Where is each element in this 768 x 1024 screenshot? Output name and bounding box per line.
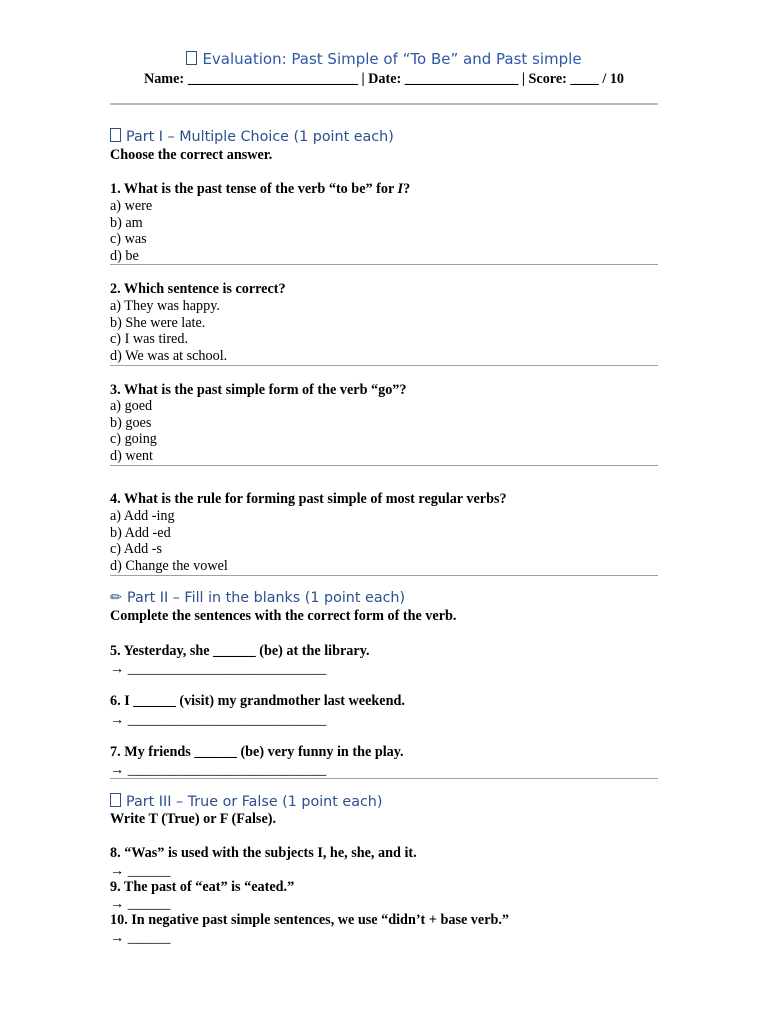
part2-divider — [110, 778, 658, 779]
document-title: Evaluation: Past Simple of “To Be” and Past simple — [110, 50, 658, 68]
q3-option-a: a) goed — [110, 398, 153, 414]
question-7: 7. My friends ______ (be) very funny in the play. — [110, 743, 404, 760]
pencil-icon: ✏ — [110, 590, 122, 606]
q3-divider — [110, 465, 658, 466]
question-9: 9. The past of “eat” is “eated.” — [110, 878, 295, 895]
q5-answer-line: → ____________________________ — [110, 661, 327, 677]
q6-answer-line: → ____________________________ — [110, 711, 327, 728]
q10-answer-line: → ______ — [110, 930, 171, 946]
header-divider — [110, 103, 658, 105]
q8-answer-line: → ______ — [110, 862, 171, 879]
question-2: 2. Which sentence is correct? — [110, 281, 286, 297]
part2-instruction: Complete the sentences with the correct form of the verb. — [110, 608, 457, 624]
q4-option-d: d) Change the vowel — [110, 558, 228, 574]
q2-option-d: d) We was at school. — [110, 347, 228, 364]
q2-option-a: a) They was happy. — [110, 298, 220, 314]
part3-heading: Part III – True or False (1 point each) — [110, 793, 382, 810]
q3-option-c: c) going — [110, 431, 157, 447]
q3-option-d: d) went — [110, 448, 153, 464]
part2-heading: ✏ Part II – Fill in the blanks (1 point each) — [110, 590, 406, 606]
q4-divider — [110, 575, 658, 576]
question-8: 8. “Was” is used with the subjects I, he, she, and it. — [110, 845, 417, 861]
missing-glyph-icon — [110, 128, 121, 142]
q4-option-b: b) Add -ed — [110, 524, 171, 541]
q1-option-d: d) be — [110, 247, 139, 264]
part3-instruction: Write T (True) or F (False). — [110, 811, 277, 827]
missing-glyph-icon — [186, 51, 197, 65]
missing-glyph-icon — [110, 793, 121, 807]
q2-divider — [110, 365, 658, 366]
part1-instruction: Choose the correct answer. — [110, 147, 273, 163]
q1-option-b: b) am — [110, 214, 143, 231]
q4-option-a: a) Add -ing — [110, 508, 175, 524]
q1-divider — [110, 264, 658, 265]
question-4: 4. What is the rule for forming past simple of most regular verbs? — [110, 491, 507, 507]
question-5: 5. Yesterday, she ______ (be) at the library. — [110, 642, 370, 659]
q7-answer-line: → ____________________________ — [110, 762, 327, 778]
question-10: 10. In negative past simple sentences, we use “didn’t + base verb.” — [110, 912, 510, 928]
q2-option-b: b) She were late. — [110, 314, 206, 331]
q2-option-c: c) I was tired. — [110, 331, 188, 347]
question-3: 3. What is the past simple form of the verb “go”? — [110, 381, 407, 398]
question-1: 1. What is the past tense of the verb “to be” for I? — [110, 181, 411, 197]
question-6: 6. I ______ (visit) my grandmother last weekend. — [110, 693, 405, 709]
q3-option-b: b) goes — [110, 414, 152, 431]
q1-option-a: a) were — [110, 198, 153, 214]
q9-answer-line: → ______ — [110, 896, 171, 912]
q4-option-c: c) Add -s — [110, 541, 163, 557]
q1-option-c: c) was — [110, 231, 147, 247]
student-info-line: Name: ________________________ | Date: ________________ | Score: ____ / 10 — [143, 71, 625, 87]
part1-heading: Part I – Multiple Choice (1 point each) — [110, 128, 394, 145]
